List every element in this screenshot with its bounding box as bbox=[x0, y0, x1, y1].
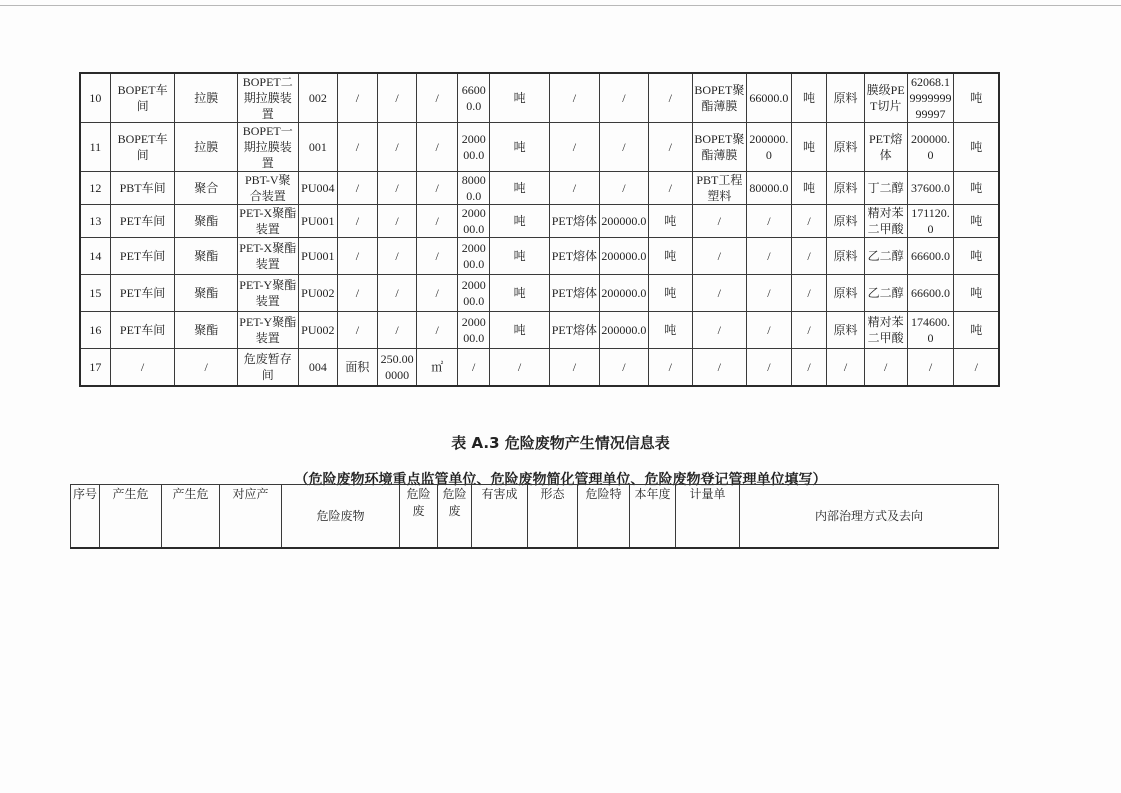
table-cell: / bbox=[338, 275, 378, 312]
table-cell: PET车间 bbox=[110, 312, 175, 349]
table-cell: PET-X聚酯装置 bbox=[239, 206, 297, 236]
table-cell: 17 bbox=[80, 349, 110, 386]
table-cell: / bbox=[377, 123, 417, 172]
table-cell: / bbox=[599, 73, 648, 123]
table-cell: / bbox=[692, 349, 746, 386]
table-subtitle: （危险废物环境重点监管单位、危险废物简化管理单位、危险废物登记管理单位填写） bbox=[294, 472, 827, 488]
table-cell: / bbox=[692, 238, 746, 275]
table-cell: 002 bbox=[298, 73, 338, 123]
table-cell: / bbox=[599, 172, 648, 205]
header-cell: 产生危 bbox=[100, 485, 162, 549]
table-cell: 200000.0 bbox=[599, 238, 648, 275]
table-cell: 200000.0 bbox=[458, 238, 490, 275]
table-cell: PET-Y聚酯装置 bbox=[238, 275, 299, 312]
table-cell: PET车间 bbox=[110, 238, 175, 275]
table-cell: / bbox=[377, 238, 417, 275]
table-cell: PU001 bbox=[298, 205, 338, 238]
table-cell: / bbox=[648, 73, 692, 123]
table-cell: 吨 bbox=[648, 275, 692, 312]
table-cell: 吨 bbox=[648, 205, 692, 238]
table-cell: PET车间 bbox=[110, 205, 175, 238]
table-cell: 吨 bbox=[954, 205, 999, 238]
header-cell: 危险特 bbox=[578, 485, 630, 549]
table-cell: 精对苯二甲酸 bbox=[864, 205, 907, 238]
header-cell: 内部治理方式及去向 bbox=[740, 485, 999, 549]
table-cell: BOPET聚酯薄膜 bbox=[692, 123, 746, 172]
table-cell: / bbox=[417, 123, 458, 172]
header-cell: 产生危 bbox=[162, 485, 220, 549]
table-cell: / bbox=[377, 205, 417, 238]
table-cell: 吨 bbox=[648, 238, 692, 275]
table-cell: / bbox=[692, 275, 746, 312]
table-cell: / bbox=[417, 205, 458, 238]
table-cell: PET熔体 bbox=[549, 238, 599, 275]
table-cell: / bbox=[827, 349, 865, 386]
table-cell: 原料 bbox=[827, 238, 865, 275]
table-cell: 66600.0 bbox=[907, 238, 954, 275]
table-cell: 吨 bbox=[490, 312, 549, 349]
table-cell: 吨 bbox=[490, 238, 549, 275]
table-cell: BOPET车间 bbox=[110, 73, 175, 123]
table-cell: 171120.0 bbox=[907, 205, 954, 238]
table-cell: / bbox=[864, 349, 907, 386]
table-cell: 13 bbox=[80, 205, 110, 238]
table-cell: 膜级PET切片 bbox=[864, 73, 907, 123]
table-cell: 聚酯 bbox=[175, 275, 238, 312]
table-row bbox=[80, 172, 999, 205]
header-cell: 计量单 bbox=[676, 485, 740, 549]
table-cell: / bbox=[338, 238, 378, 275]
table-cell: 吨 bbox=[648, 312, 692, 349]
table-cell: 004 bbox=[298, 349, 338, 386]
table-cell: 吨 bbox=[954, 312, 999, 349]
table-row bbox=[80, 238, 999, 275]
table-cell: 吨 bbox=[954, 275, 999, 312]
table-cell: BOPET聚酯薄膜 bbox=[692, 73, 746, 123]
table-cell: PET熔体 bbox=[864, 123, 907, 172]
table-cell: 12 bbox=[80, 172, 110, 205]
table-cell: / bbox=[377, 275, 417, 312]
hazardous-waste-table bbox=[70, 484, 999, 549]
table-cell: 吨 bbox=[490, 205, 549, 238]
table-cell: / bbox=[377, 73, 417, 123]
table-cell: / bbox=[417, 73, 458, 123]
table-cell: / bbox=[175, 349, 238, 386]
table-cell: 原料 bbox=[827, 73, 865, 123]
table-cell: 吨 bbox=[490, 172, 549, 205]
table-cell: PU001 bbox=[298, 238, 338, 275]
table-cell: / bbox=[377, 312, 417, 349]
table-cell: / bbox=[458, 349, 490, 386]
table-cell: 拉膜 bbox=[175, 73, 238, 123]
table-cell: PU002 bbox=[298, 275, 338, 312]
header-cell: 本年度 bbox=[630, 485, 676, 549]
table-cell: / bbox=[791, 205, 826, 238]
table-cell: / bbox=[692, 205, 746, 238]
table-cell: / bbox=[599, 349, 648, 386]
production-facility-table bbox=[79, 72, 1000, 387]
table-cell: / bbox=[338, 123, 378, 172]
table-cell: / bbox=[692, 312, 746, 349]
table-cell: 聚合 bbox=[175, 172, 238, 205]
header-cell: 形态 bbox=[528, 485, 578, 549]
table-row bbox=[80, 349, 999, 386]
table-cell: / bbox=[746, 238, 791, 275]
table-cell: 66000.0 bbox=[746, 73, 791, 123]
table-cell: 200000.0 bbox=[746, 123, 791, 172]
table-cell: 62068.1999999999997 bbox=[907, 73, 954, 123]
table-cell: 吨 bbox=[954, 172, 999, 205]
header-cell: 危险废物 bbox=[282, 485, 400, 549]
table-cell: PET车间 bbox=[110, 275, 175, 312]
table-cell: 200000.0 bbox=[458, 275, 490, 312]
table-cell: / bbox=[549, 349, 599, 386]
table-cell: / bbox=[110, 349, 175, 386]
header-cell: 危险废 bbox=[400, 485, 438, 549]
table-cell: PBT车间 bbox=[110, 172, 175, 205]
table-cell: / bbox=[549, 172, 599, 205]
table-cell: 200000.0 bbox=[907, 123, 954, 172]
table-cell: 66600.0 bbox=[907, 275, 954, 312]
header-cell: 对应产 bbox=[220, 485, 282, 549]
table-cell: / bbox=[746, 275, 791, 312]
table-cell: BOPET二期拉膜装置 bbox=[238, 73, 299, 123]
table-cell: 200000.0 bbox=[458, 312, 490, 349]
table-cell: / bbox=[417, 238, 458, 275]
table-cell: PU002 bbox=[298, 312, 338, 349]
table-cell: 200000.0 bbox=[599, 275, 648, 312]
table-cell: PET-Y聚酯装置 bbox=[238, 312, 299, 349]
table-cell: 14 bbox=[80, 238, 110, 275]
table-row bbox=[80, 312, 999, 349]
table-cell: 原料 bbox=[827, 172, 865, 205]
table-cell: PET熔体 bbox=[549, 205, 599, 238]
table-cell: 吨 bbox=[791, 73, 826, 123]
table-cell: / bbox=[417, 312, 458, 349]
table-cell: / bbox=[549, 123, 599, 172]
table-cell: BOPET一期拉膜装置 bbox=[238, 123, 299, 172]
table-cell: 200000.0 bbox=[458, 205, 490, 238]
table-cell: / bbox=[746, 312, 791, 349]
table-cell: / bbox=[746, 349, 791, 386]
table-cell: PU004 bbox=[298, 172, 338, 205]
table-cell: 原料 bbox=[827, 123, 865, 172]
table-cell: 66000.0 bbox=[458, 73, 490, 123]
table-cell: 80000.0 bbox=[746, 172, 791, 205]
table-cell: / bbox=[791, 238, 826, 275]
table-cell: 吨 bbox=[791, 123, 826, 172]
table-cell: / bbox=[954, 349, 999, 386]
table-cell: / bbox=[338, 312, 378, 349]
table-cell: / bbox=[791, 349, 826, 386]
table-cell: 危废暂存间 bbox=[238, 349, 299, 386]
table-cell: / bbox=[648, 123, 692, 172]
table-cell: 精对苯二甲酸 bbox=[864, 312, 907, 349]
table-cell: 174600.0 bbox=[907, 312, 954, 349]
table-cell: 吨 bbox=[954, 73, 999, 123]
table-cell: 250.000000 bbox=[377, 349, 417, 386]
table-cell: / bbox=[338, 172, 378, 205]
table-cell: 200000.0 bbox=[458, 123, 490, 172]
table-cell: 10 bbox=[80, 73, 110, 123]
table-cell: 原料 bbox=[827, 205, 865, 238]
table-cell: / bbox=[417, 275, 458, 312]
table-cell: 拉膜 bbox=[175, 123, 238, 172]
header-cell: 危险废 bbox=[438, 485, 472, 549]
header-cell: 有害成 bbox=[472, 485, 528, 549]
table-cell: 15 bbox=[80, 275, 110, 312]
table-cell: 200000.0 bbox=[599, 312, 648, 349]
table-cell: 吨 bbox=[490, 275, 549, 312]
table-cell: / bbox=[648, 172, 692, 205]
table-row bbox=[80, 205, 999, 238]
table-cell: / bbox=[791, 275, 826, 312]
table-cell: / bbox=[746, 205, 791, 238]
table-cell: / bbox=[338, 205, 378, 238]
table-cell: ㎡ bbox=[417, 349, 458, 386]
table-cell: PET熔体 bbox=[549, 312, 599, 349]
table-cell: / bbox=[338, 73, 378, 123]
table-cell: 37600.0 bbox=[907, 172, 954, 205]
table-cell: 丁二醇 bbox=[864, 172, 907, 205]
table-cell: 200000.0 bbox=[599, 205, 648, 238]
page-top-rule bbox=[0, 5, 1121, 6]
table-cell: 吨 bbox=[490, 123, 549, 172]
table-cell: 吨 bbox=[954, 123, 999, 172]
table-cell: 001 bbox=[298, 123, 338, 172]
table-cell: 面积 bbox=[338, 349, 378, 386]
table-cell: 聚酯 bbox=[175, 205, 238, 238]
table-cell: / bbox=[490, 349, 549, 386]
table-cell: / bbox=[417, 172, 458, 205]
table-cell: PBT工程塑料 bbox=[692, 172, 746, 205]
table-row bbox=[80, 123, 999, 172]
table-cell: 16 bbox=[80, 312, 110, 349]
table-cell: / bbox=[791, 312, 826, 349]
table-cell: 吨 bbox=[490, 73, 549, 123]
lower-header-row bbox=[71, 485, 999, 549]
table-cell: 聚酯 bbox=[175, 312, 238, 349]
table-title: 表 A.3 危险废物产生情况信息表 bbox=[451, 434, 670, 452]
table-cell: / bbox=[377, 172, 417, 205]
table-cell: 原料 bbox=[827, 275, 865, 312]
table-cell: 吨 bbox=[954, 238, 999, 275]
table-cell: PET-X聚酯装置 bbox=[238, 238, 299, 275]
table-cell: / bbox=[549, 73, 599, 123]
header-cell: 序号 bbox=[71, 485, 100, 549]
table-row bbox=[80, 73, 999, 123]
table-cell: BOPET车间 bbox=[110, 123, 175, 172]
table-cell: / bbox=[907, 349, 954, 386]
table-cell: 11 bbox=[80, 123, 110, 172]
table-cell: 乙二醇 bbox=[864, 238, 907, 275]
table-row bbox=[80, 275, 999, 312]
table-cell: PBT-V聚合装置 bbox=[238, 172, 299, 205]
table-cell: 聚酯 bbox=[175, 238, 238, 275]
table-cell: 原料 bbox=[827, 312, 865, 349]
table-cell: 80000.0 bbox=[458, 172, 490, 205]
table-cell: / bbox=[648, 349, 692, 386]
table-cell: / bbox=[599, 123, 648, 172]
table-cell: 吨 bbox=[791, 172, 826, 205]
table-cell: 乙二醇 bbox=[864, 275, 907, 312]
table-cell: PET熔体 bbox=[549, 275, 599, 312]
